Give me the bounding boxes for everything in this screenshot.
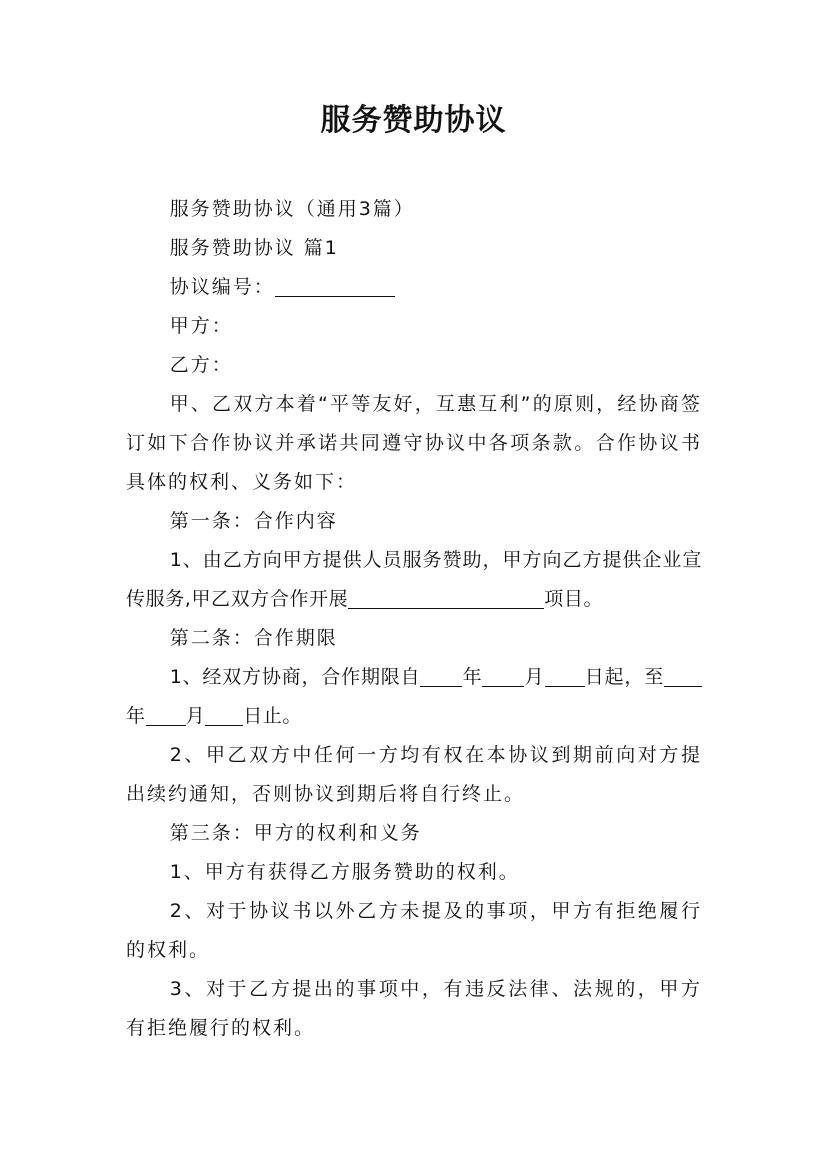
start-day-blank <box>545 664 585 687</box>
party-a-label: 甲方： <box>169 315 233 337</box>
party-b-label: 乙方： <box>169 354 233 376</box>
end-year-blank <box>664 664 702 687</box>
article1-heading: 第一条：合作内容 <box>169 510 338 532</box>
intro-paragraph: 甲、乙双方本着“平等友好，互惠互利”的原则，经协商签订如下合作协议并承诺共同遵守协议中各项条款。合作协议书具体的权利、义务如下： <box>126 393 702 493</box>
article2-heading: 第二条：合作期限 <box>169 627 338 649</box>
end-month-blank <box>146 703 186 726</box>
end-day-blank <box>205 703 243 726</box>
document-body <box>126 190 702 1048</box>
article3-clause3: 3、对于乙方提出的事项中，有违反法律、法规的，甲方有拒绝履行的权利。 <box>126 978 702 1039</box>
agreement-number-label: 协议编号： <box>169 276 275 298</box>
agreement-number-blank <box>275 274 395 297</box>
project-name-blank <box>348 586 544 609</box>
document-title: 服务赞助协议 <box>320 103 507 138</box>
article3-heading: 第三条：甲方的权利和义务 <box>169 822 422 844</box>
term-text-start: 1、经双方协商，合作期限自 <box>169 666 421 688</box>
subtitle: 服务赞助协议（通用3篇） <box>169 198 415 220</box>
article3-clause1: 1、甲方有获得乙方服务赞助的权利。 <box>169 861 520 883</box>
start-year-blank <box>420 664 462 687</box>
article3-clause2: 2、对于协议书以外乙方未提及的事项，甲方有拒绝履行的权利。 <box>126 900 702 961</box>
year-label-2: 年 <box>126 705 146 727</box>
start-month-blank <box>482 664 524 687</box>
article2-clause2: 2、甲乙双方中任何一方均有权在本协议到期前向对方提出续约通知，否则协议到期后将自行终止。 <box>126 744 702 805</box>
year-label-1: 年 <box>462 666 483 688</box>
article1-clause1-suffix: 项目。 <box>544 588 604 610</box>
agreement-number-line <box>126 268 702 307</box>
month-label-2: 月 <box>185 705 206 727</box>
article1-clause1-text: 1、由乙方向甲方提供人员服务赞助，甲方向乙方提供企业宣传服务,甲乙双方合作开展 <box>126 549 702 610</box>
article2-clause1 <box>126 658 702 736</box>
month-label-1: 月 <box>524 666 545 688</box>
day-label-2: 日止。 <box>243 705 303 727</box>
day-label-1: 日起，至 <box>584 666 665 688</box>
section-heading: 服务赞助协议 篇1 <box>169 237 339 259</box>
article1-clause1 <box>126 541 702 619</box>
